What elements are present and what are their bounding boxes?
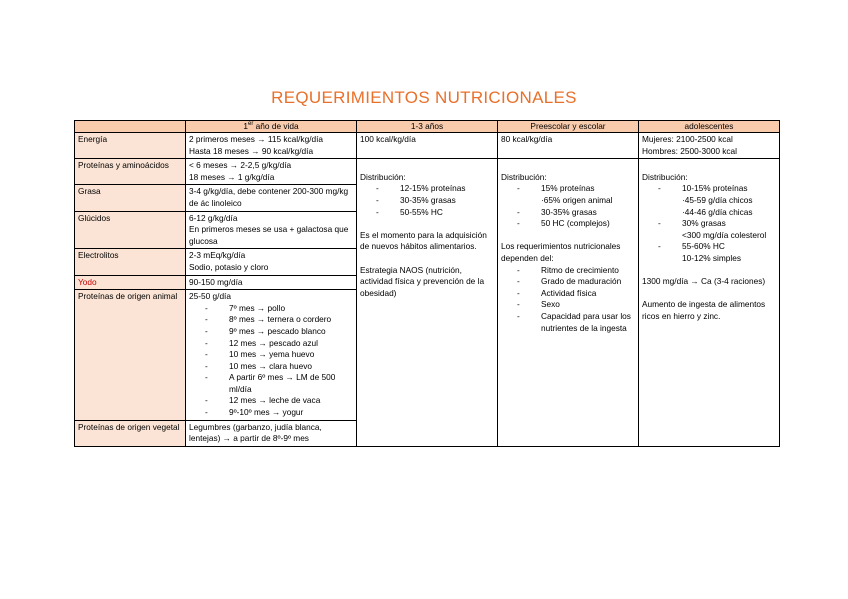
list-item: - Capacidad para usar los nutrientes de la ingesta xyxy=(501,311,635,334)
list-item: - 55-60% HC xyxy=(642,241,776,253)
spacer xyxy=(360,253,494,265)
cell-line: 2-3 mEq/kg/día xyxy=(189,250,246,261)
cell-electrolitos-first-year xyxy=(186,249,357,275)
paragraph: Estrategia NAOS (nutrición, actividad física y prevención de la obesidad) xyxy=(360,264,485,298)
spacer xyxy=(501,230,635,242)
header-row xyxy=(75,121,780,133)
paragraph: Los requerimientos nutricionales dependen del: xyxy=(501,241,621,263)
cell-line: 6-12 g/kg/día xyxy=(189,212,238,223)
list-item: - 50-55% HC xyxy=(360,207,494,219)
spacer xyxy=(642,160,776,172)
sub-item: ·45-59 g/día chicos xyxy=(682,194,753,205)
spacer xyxy=(642,288,776,300)
cell-grasa-first-year: 3-4 g/kg/día, debe contener 200-300 mg/kg de ác linoleico xyxy=(186,185,357,211)
list-item: - Ritmo de crecimiento xyxy=(501,265,635,277)
list-item: - Grado de maduración xyxy=(501,276,635,288)
dist-list xyxy=(360,183,494,218)
row-label-prot-vegetal: Proteínas de origen vegetal xyxy=(75,420,186,446)
cell-energia-preschool: 80 kcal/kg/día xyxy=(498,133,639,159)
row-label-energia: Energía xyxy=(75,133,186,159)
cell-energia-1-3: 100 kcal/kg/día xyxy=(357,133,498,159)
cell-line: En primeros meses se usa + galactosa que glucosa xyxy=(189,224,349,246)
req-list xyxy=(501,265,635,335)
row-label-yodo: Yodo xyxy=(75,275,186,290)
header-empty xyxy=(75,121,186,133)
spacer xyxy=(501,160,635,172)
cell-line: Mujeres: 2100-2500 kcal xyxy=(642,134,733,144)
cell-line: 2 primeros meses → 115 kcal/kg/día xyxy=(189,134,324,144)
list-item: - 9º-10º mes → yogur xyxy=(189,407,353,419)
cell-yodo-first-year: 90-150 mg/día xyxy=(186,275,357,290)
row-label-electrolitos: Electrolitos xyxy=(75,249,186,275)
header-first-year: 1er año de vida xyxy=(186,121,357,133)
row-label-glucidos: Glúcidos xyxy=(75,211,186,249)
header-preschool: Preescolar y escolar xyxy=(498,121,639,133)
dist-list xyxy=(642,183,776,195)
list-item: - 30-35% grasas xyxy=(360,195,494,207)
dist-list xyxy=(501,207,635,230)
list-item: - 15% proteínas xyxy=(501,183,635,195)
sub-item: 10-12% simples xyxy=(682,252,742,263)
spacer xyxy=(642,265,776,277)
row-label-proteinas: Proteínas y aminoácidos xyxy=(75,159,186,185)
dist-list xyxy=(642,241,776,253)
spacer xyxy=(360,218,494,230)
cell-prot-vegetal-first-year: Legumbres (garbanzo, judía blanca, lentejas) → a partir de 8º-9º mes xyxy=(186,420,357,446)
list-item: - 30% grasas xyxy=(642,218,776,230)
cell-prot-animal-first-year xyxy=(186,290,357,421)
cell-line: Hombres: 2500-3000 kcal xyxy=(642,145,738,156)
dist-title: Distribución: xyxy=(360,171,406,182)
list-item: - 50 HC (complejos) xyxy=(501,218,635,230)
list-item: - 9º mes → pescado blanco xyxy=(189,326,353,338)
table-row-proteinas xyxy=(75,159,780,185)
cell-line: Hasta 18 meses → 90 kcal/kg/día xyxy=(189,145,314,156)
paragraph: Aumento de ingesta de alimentos ricos en hierro y zinc. xyxy=(642,299,766,321)
list-item: - 12 mes → pescado azul xyxy=(189,338,353,350)
header-1-3-years: 1-3 años xyxy=(357,121,498,133)
food-list xyxy=(189,303,353,419)
row-label-grasa: Grasa xyxy=(75,185,186,211)
cell-line: 18 meses → 1 g/kg/día xyxy=(189,171,275,182)
list-item: - 8º mes → ternera o cordero xyxy=(189,314,353,326)
cell-col-1-3-merged xyxy=(357,159,498,447)
list-item: - 10 mes → clara huevo xyxy=(189,361,353,373)
dist-title: Distribución: xyxy=(642,171,688,182)
cell-energia-adolescents xyxy=(639,133,780,159)
cell-line: < 6 meses → 2-2,5 g/kg/día xyxy=(189,160,292,171)
sub-item: ·44-46 g/día chicas xyxy=(682,206,753,217)
list-item: - 30-35% grasas xyxy=(501,207,635,219)
dist-title: Distribución: xyxy=(501,171,547,182)
list-item: - 12-15% proteínas xyxy=(360,183,494,195)
cell-proteinas-first-year xyxy=(186,159,357,185)
list-item: - 10 mes → yema huevo xyxy=(189,349,353,361)
table-row-energia xyxy=(75,133,780,159)
sub-item-text: 44-46 g/día chicas xyxy=(684,206,753,217)
dist-list xyxy=(501,183,635,195)
sub-item-text: 65% origen animal xyxy=(543,194,613,205)
cell-glucidos-first-year xyxy=(186,211,357,249)
sub-item: ·65% origen animal xyxy=(541,194,613,205)
list-item: - Actividad física xyxy=(501,288,635,300)
list-item: - 12 mes → leche de vaca xyxy=(189,395,353,407)
list-item: - Sexo xyxy=(501,299,635,311)
nutrition-table xyxy=(74,120,780,447)
page-title: REQUERIMIENTOS NUTRICIONALES xyxy=(271,88,577,107)
spacer xyxy=(360,160,494,172)
list-item: - A partir 6º mes → LM de 500 ml/día xyxy=(189,372,353,395)
list-item: - 7º mes → pollo xyxy=(189,303,353,315)
sub-item: <300 mg/día colesterol xyxy=(682,229,767,240)
row-label-prot-animal: Proteínas de origen animal xyxy=(75,290,186,421)
cell-energia-first-year xyxy=(186,133,357,159)
list-item: - 10-15% proteínas xyxy=(642,183,776,195)
header-adolescents: adolescentes xyxy=(639,121,780,133)
cell-col-preschool-merged xyxy=(498,159,639,447)
paragraph: 1300 mg/día → Ca (3-4 raciones) xyxy=(642,276,766,287)
cell-col-adolescents-merged xyxy=(639,159,780,447)
dist-list xyxy=(642,218,776,230)
paragraph: Es el momento para la adquisición de nuevos hábitos alimentarios. xyxy=(360,229,487,252)
cell-line: Sodio, potasio y cloro xyxy=(189,261,269,272)
sub-item-text: 45-59 g/día chicos xyxy=(684,194,753,205)
cell-line: 25-50 g/día xyxy=(189,291,231,302)
